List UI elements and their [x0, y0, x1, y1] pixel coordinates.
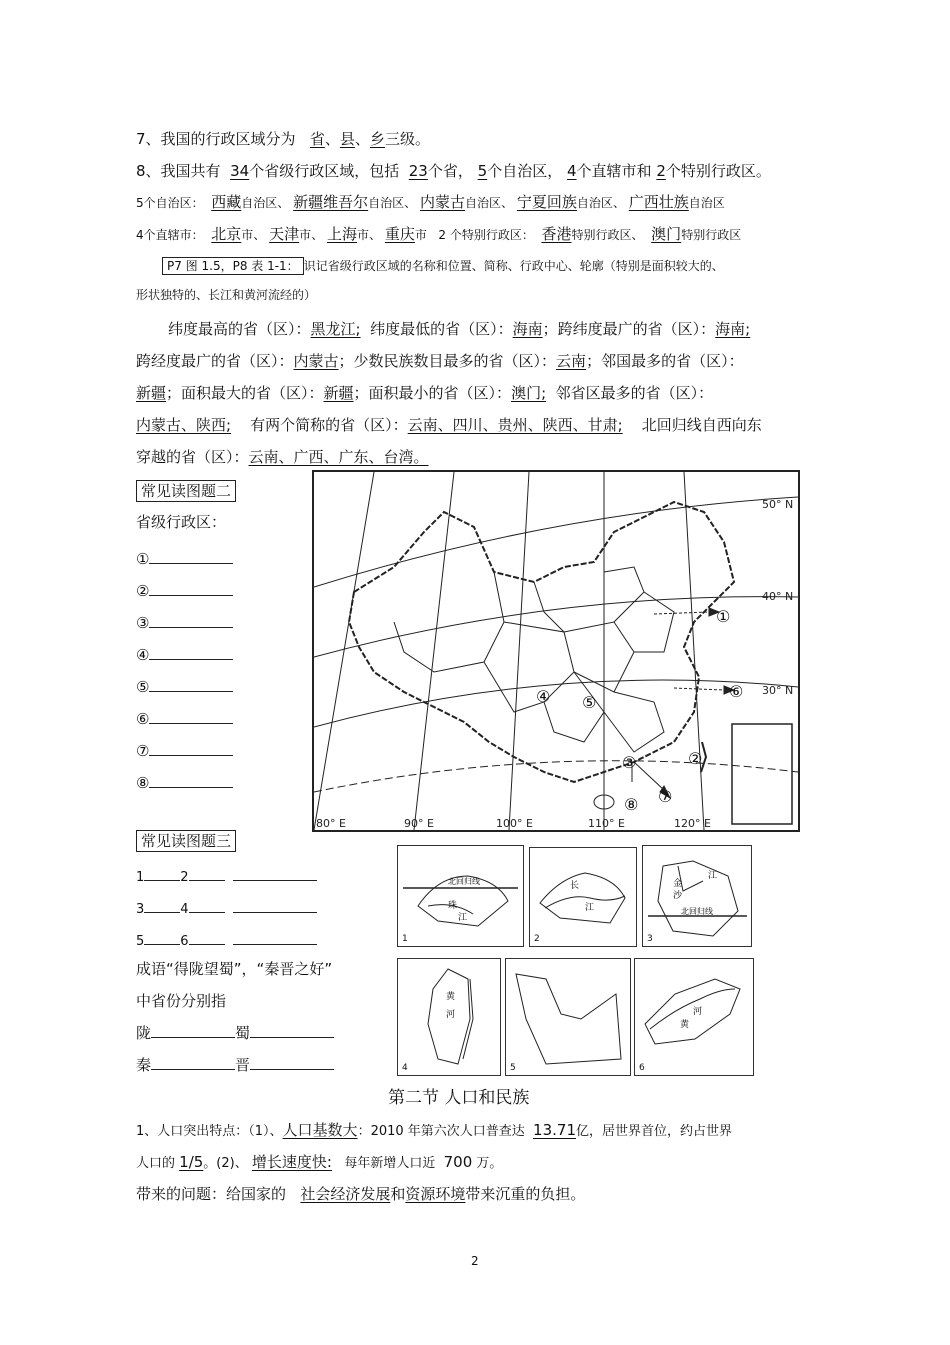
svg-text:江: 江 [458, 913, 468, 923]
lon-label: 120° E [674, 817, 711, 830]
map-marker-6: ⑥ [729, 682, 744, 701]
outline-panel-5: 5 [505, 958, 631, 1076]
reading2-subtitle: 省级行政区： [136, 513, 227, 531]
lat-label: 30° N [762, 684, 794, 697]
lon-label: 100° E [496, 817, 533, 830]
svg-text:北回归线: 北回归线 [448, 877, 480, 886]
population-line-2: 人口的 1/5。(2)、 增长速度快: 每年新增人口近 700 万。 [136, 1153, 503, 1171]
map-marker-2: ② [688, 749, 703, 768]
section-title: 第二节 人口和民族 [388, 1088, 530, 1108]
idiom-pair-1: 陇 蜀 [136, 1022, 334, 1043]
answer-row: 3 4 [136, 894, 317, 926]
facts-line-2: 跨经度最广的省（区）：内蒙古；少数民族数目最多的省（区）：云南；邻国最多的省（区）： [136, 352, 744, 370]
outline-panel-2: 长 江 2 [529, 847, 637, 947]
autonomous-regions-line: 5个自治区： 西藏自治区、 新疆维吾尔自治区、 内蒙古自治区、 宁夏回族自治区、 广西壮族自治区 [136, 193, 725, 211]
svg-text:北回归线: 北回归线 [681, 907, 713, 916]
map-marker-3: ③ [622, 753, 637, 772]
reading3-answer-rows [136, 862, 317, 958]
svg-text:黄: 黄 [680, 1020, 690, 1030]
answer-row: 5 6 [136, 926, 317, 958]
svg-text:河: 河 [693, 1007, 703, 1017]
facts-line-1: 纬度最高的省（区）：黑龙江; 纬度最低的省（区）：海南；跨纬度最广的省（区）：海南; [168, 320, 751, 338]
facts-line-5: 穿越的省（区）：云南、广西、广东、台湾。 [136, 448, 429, 466]
lat-label: 50° N [762, 498, 794, 511]
svg-text:江: 江 [708, 871, 718, 881]
answer-slot: ① [136, 543, 233, 575]
study-note-cont: 形状独特的、长江和黄河流经的） [136, 288, 317, 302]
reading2-title: 常见读图题二 [136, 480, 236, 501]
lat-50 [314, 497, 798, 587]
map-marker-8: ⑧ [624, 795, 639, 814]
lon-label: 80° E [316, 817, 346, 830]
map-marker-1: ① [716, 607, 731, 626]
reading2-answer-list [136, 543, 233, 799]
answer-slot: ③ [136, 607, 233, 639]
answer-slot: ② [136, 575, 233, 607]
page-number: 2 [471, 1254, 479, 1268]
study-note: P7 图 1.5，P8 表 1-1： 识记省级行政区域的名称和位置、简称、行政中心、轮廓（特别是面积较大的、 [162, 257, 724, 274]
idiom-question: 成语“得陇望蜀”，“秦晋之好” [136, 960, 333, 978]
svg-text:黄: 黄 [446, 992, 456, 1002]
answer-slot: ⑥ [136, 703, 233, 735]
answer-slot: ⑦ [136, 735, 233, 767]
municipalities-line: 4个直辖市： 北京市、 天津市、 上海市、 重庆市 2 个特别行政区： 香港特别行政区、 澳门特别行政区 [136, 225, 742, 243]
china-map-svg [314, 472, 798, 830]
reading3-title: 常见读图题三 [136, 830, 236, 851]
population-line-3: 带来的问题：给国家的 社会经济发展和资源环境带来沉重的负担。 [136, 1185, 586, 1203]
svg-text:金: 金 [673, 879, 683, 889]
svg-text:珠: 珠 [448, 901, 458, 911]
map-marker-5: ⑤ [582, 693, 597, 712]
lon-label: 90° E [404, 817, 434, 830]
svg-text:河: 河 [446, 1010, 456, 1020]
q7-line: 7、我国的行政区域分为 省、县、乡三级。 [136, 130, 430, 148]
lat-label: 40° N [762, 590, 794, 603]
answer-slot: ④ [136, 639, 233, 671]
answer-slot: ⑧ [136, 767, 233, 799]
map-marker-4: ④ [536, 687, 551, 706]
facts-line-4: 内蒙古、陕西; 有两个简称的省（区）：云南、四川、贵州、陕西、甘肃; 北回归线自西向东 [136, 416, 762, 434]
china-province-map [312, 470, 800, 832]
lon-label: 110° E [588, 817, 625, 830]
map-marker-7: ⑦ [658, 787, 673, 806]
note-reference-box: P7 图 1.5，P8 表 1-1： [162, 257, 304, 275]
answer-slot: ⑤ [136, 671, 233, 703]
q8-line: 8、我国共有 34个省级行政区域，包括 23个省， 5个自治区， 4个直辖市和 2个特别行政区。 [136, 162, 771, 180]
idiom-pair-2: 秦 晋 [136, 1054, 334, 1075]
outline-panel-6: 河 黄 6 [634, 958, 754, 1076]
outline-panel-1: 北回归线 珠 江 1 [397, 845, 524, 947]
svg-text:江: 江 [585, 903, 595, 913]
outline-panel-3: 金 沙 江 北回归线 3 [642, 845, 752, 947]
idiom-question-cont: 中省份分别指 [136, 992, 227, 1010]
facts-line-3: 新疆；面积最大的省（区）：新疆；面积最小的省（区）：澳门; 邻省区最多的省（区）： [136, 384, 714, 402]
svg-text:长: 长 [570, 881, 580, 891]
answer-row: 1 2 [136, 862, 317, 894]
outline-panel-4: 黄 河 4 [397, 958, 501, 1076]
svg-text:沙: 沙 [673, 891, 683, 901]
population-line-1: 1、人口突出特点：（1）、人口基数大：2010 年第六次人口普查达 13.71亿，居世界首位，约占世界 [136, 1121, 733, 1139]
